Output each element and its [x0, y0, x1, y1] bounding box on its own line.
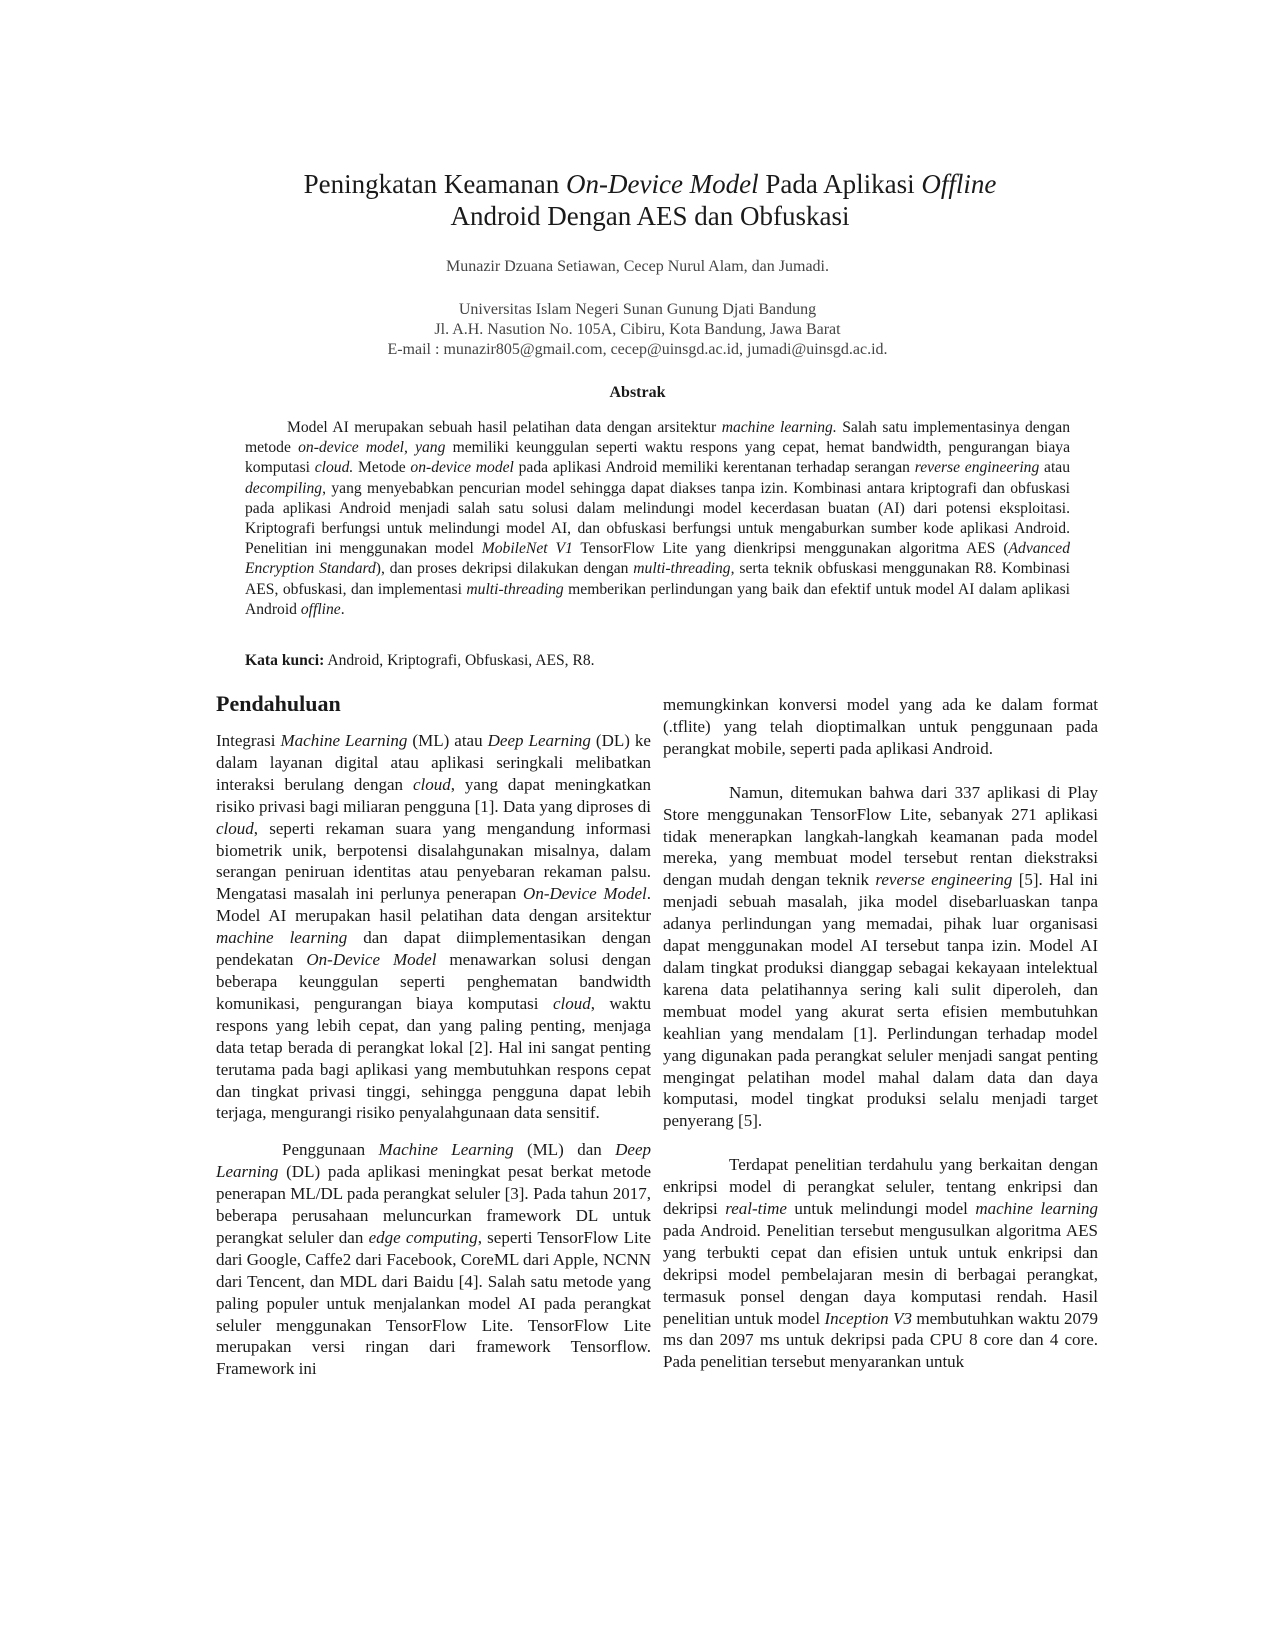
abstract-body: Model AI merupakan sebuah hasil pelatihan data dengan arsitektur machine learning. Salah satu implementasinya dengan metode on-device model, yang memiliki keunggulan seperti waktu respons yang cepat, hemat bandwidth, pengurangan biaya komputasi cloud. Metode on-device model pada aplikasi Android memiliki kerentanan terhadap serangan reverse engineering atau decompiling, yang menyebabkan pencurian model sehingga dapat diakses tanpa izin. Kombinasi antara kriptografi dan obfuskasi pada aplikasi Android menjadi salah satu solusi dalam melindungi model kecerdasan buatan (AI) dari potensi eksploitasi. Kriptografi berfungsi untuk melindungi model AI, dan obfuskasi berfungsi untuk mengaburkan sumber kode aplikasi Android. Penelitian ini menggunakan model MobileNet V1 TensorFlow Lite yang dienkripsi menggunakan algoritma AES (Advanced Encryption Standard), dan proses dekripsi dilakukan dengan multi-threading, serta teknik obfuskasi menggunakan R8. Kombinasi AES, obfuskasi, dan implementasi multi-threading memberikan perlindungan yang baik dan efektif untuk model AI dalam aplikasi Android offline. — [245, 419, 1071, 618]
university: Universitas Islam Negeri Sunan Gunung Djati Bandung — [458, 301, 817, 318]
paper-title — [150, 168, 1150, 232]
paragraph: Penggunaan Machine Learning (ML) dan Deep Learning (DL) pada aplikasi meningkat pesat berkat metode penerapan ML/DL pada perangkat seluler [3]. Pada tahun 2017, beberapa perusahaan meluncurkan framework DL untuk perangkat seluler dan edge computing, seperti TensorFlow Lite dari Google, Caffe2 dari Facebook, CoreML dari Apple, NCNN dari Tencent, dan MDL dari Baidu [4]. Salah satu metode yang paling populer untuk menjalankan model AI pada perangkat seluler menggunakan TensorFlow Lite. TensorFlow Lite merupakan versi ringan dari framework Tensorflow. Framework ini — [216, 1140, 651, 1379]
paragraph: memungkinkan konversi model yang ada ke dalam format (.tflite) yang telah dioptimalkan untuk penggunaan pada perangkat mobile, seperti pada aplikasi Android. — [663, 695, 1098, 758]
keywords-label: Kata kunci: — [245, 652, 325, 669]
title-line-2: Android Dengan AES dan Obfuskasi — [450, 201, 850, 231]
paragraph: Integrasi Machine Learning (ML) atau Deep Learning (DL) ke dalam layanan digital atau aplikasi seringkali melibatkan interaksi berulang dengan cloud, yang dapat meningkatkan risiko privasi bagi miliaran pengguna [1]. Data yang diproses di cloud, seperti rekaman suara yang mengandung informasi biometrik unik, berpotensi disalahgunakan misalnya, dalam serangan peniruan identitas atau penyebaran rekaman palsu. Mengatasi masalah ini perlunya penerapan On-Device Model. Model AI merupakan hasil pelatihan data dengan arsitektur machine learning dan dapat diimplementasikan dengan pendekatan On-Device Model menawarkan solusi dengan beberapa keunggulan seperti penghematan bandwidth komunikasi, pengurangan biaya komputasi cloud, waktu respons yang lebih cepat, dan yang paling penting, menjaga data tetap berada di perangkat lokal [2]. Hal ini sangat penting terutama pada bagi aplikasi yang membutuhkan respons cepat dan tingkat privasi tinggi, sehingga pengguna dapat lebih terjaga, mengurangi risiko penyalahgunaan data sensitif. — [216, 731, 652, 1123]
affiliation — [0, 300, 1275, 360]
keywords-value: Android, Kriptografi, Obfuskasi, AES, R8. — [324, 652, 595, 669]
left-column — [216, 690, 651, 1380]
paragraph: Namun, ditemukan bahwa dari 337 aplikasi di Play Store menggunakan TensorFlow Lite, sebanyak 271 aplikasi tidak menerapkan langkah-langkah keamanan pada model mereka, yang membuat model tersebut rentan diekstraksi dengan mudah dengan teknik reverse engineering [5]. Hal ini menjadi sebuah masalah, jika model disebarluaskan tanpa adanya perlindungan yang memadai, pihak luar organisasi dapat menggunakan model AI tersebut tanpa izin. Model AI dalam tingkat produksi dianggap sebagai kekayaan intelektual karena data pelatihannya sering kali sulit diperoleh, dan membuat model yang akurat serta efisien membutuhkan keahlian yang mendalam [1]. Perlindungan terhadap model yang digunakan pada perangkat seluler menjadi sangat penting mengingat pelatihan model mahal dalam data dan daya komputasi, model tingkat produksi selalu menjadi target penyerang [5]. — [663, 782, 1098, 1131]
email: E-mail : munazir805@gmail.com, cecep@uinsgd.ac.id, jumadi@uinsgd.ac.id. — [387, 341, 888, 358]
right-column — [663, 694, 1098, 1373]
title-line-1: Peningkatan Keamanan On-Device Model Pada Aplikasi Offline — [303, 169, 997, 199]
paragraph: Terdapat penelitian terdahulu yang berkaitan dengan enkripsi model di perangkat seluler, tentang enkripsi dan dekripsi real-time untuk melindungi model machine learning pada Android. Penelitian tersebut mengusulkan algoritma AES yang terbukti cepat dan efisien untuk untuk enkripsi dan dekripsi model pembelajaran mesin di berbagai perangkat, termasuk ponsel dengan daya komputasi rendah. Hasil penelitian untuk model Inception V3 membutuhkan waktu 2079 ms dan 2097 ms untuk dekripsi pada CPU 8 core dan 4 core. Pada penelitian tersebut menyarankan untuk — [663, 1155, 1098, 1372]
abstract-heading: Abstrak — [609, 384, 666, 401]
authors: Munazir Dzuana Setiawan, Cecep Nurul Alam, dan Jumadi. — [446, 258, 829, 275]
section-heading: Pendahuluan — [216, 691, 341, 716]
keywords — [245, 652, 1070, 670]
address: Jl. A.H. Nasution No. 105A, Cibiru, Kota Bandung, Jawa Barat — [434, 321, 841, 338]
